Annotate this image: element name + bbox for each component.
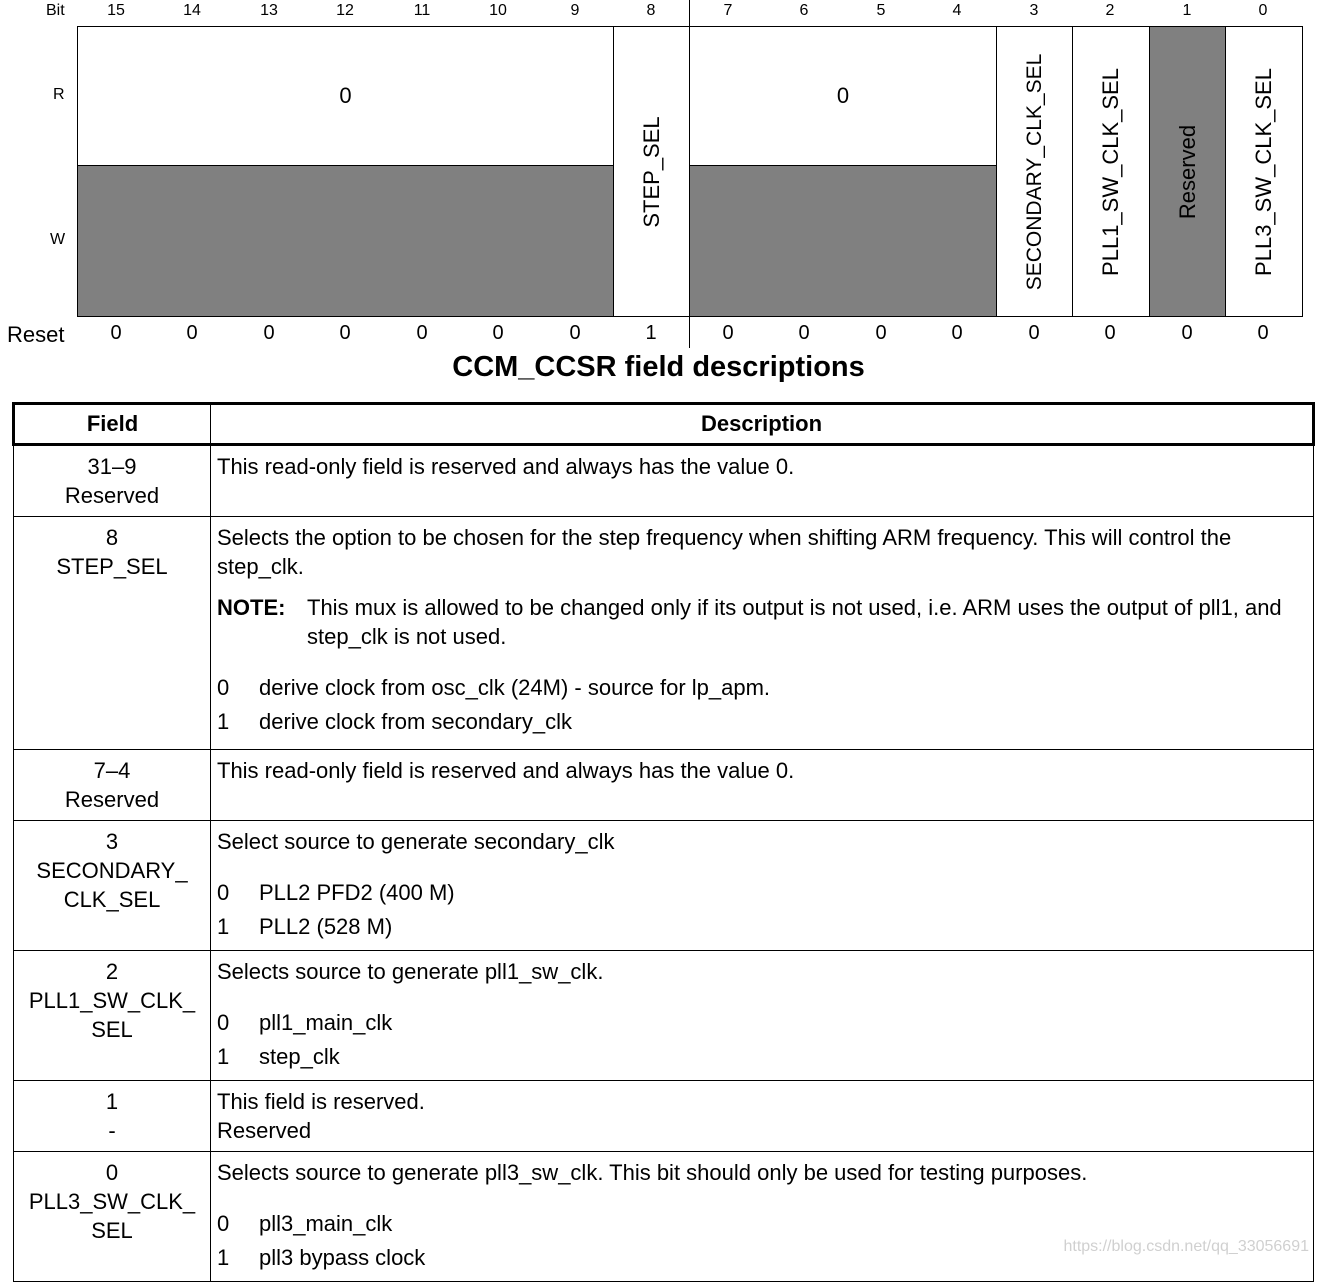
- field-pll3-sw-clk-sel: [1225, 26, 1303, 317]
- note-text: This mux is allowed to be changed only if its output is not used, i.e. ARM uses the output of pll1, and step_clk is not used.: [307, 595, 1282, 649]
- table-row: [14, 445, 1314, 517]
- value-row: [217, 910, 1307, 944]
- reset-value: 0: [1257, 322, 1269, 344]
- bit-number: 13: [260, 2, 278, 19]
- value-text: derive clock from osc_clk (24M) - source for lp_apm.: [259, 675, 771, 700]
- value-text: PLL2 (528 M): [259, 914, 393, 939]
- read-value: 0: [339, 83, 352, 108]
- field-cell: [14, 951, 211, 1081]
- description-text: Selects source to generate pll1_sw_clk.: [217, 959, 604, 984]
- value-key: 1: [217, 709, 230, 734]
- bit-number: 6: [799, 2, 809, 19]
- note: [217, 593, 1307, 651]
- value-row: [217, 1040, 1307, 1074]
- reset-value: 0: [722, 322, 734, 344]
- field-name-line: SEL: [91, 1218, 133, 1243]
- field-secondary-clk-sel: [996, 26, 1073, 317]
- value-row: [217, 1006, 1307, 1040]
- value-row: [217, 705, 1307, 739]
- field-bits: 0: [105, 1160, 119, 1185]
- watermark: https://blog.csdn.net/qq_33056691: [1063, 1238, 1309, 1255]
- note-label: NOTE:: [217, 595, 286, 620]
- reset-value: 0: [569, 322, 581, 344]
- bit-number: 15: [107, 2, 125, 19]
- table-row: [14, 1081, 1314, 1152]
- field-name: STEP_SEL: [56, 554, 168, 579]
- bit-number: 1: [1182, 2, 1192, 19]
- section-title: CCM_CCSR field descriptions: [452, 351, 865, 383]
- value-text: step_clk: [259, 1044, 340, 1069]
- value-text: derive clock from secondary_clk: [259, 709, 573, 734]
- field-label: STEP_SEL: [638, 115, 664, 228]
- value-key: 1: [217, 1044, 230, 1069]
- bit-number: 3: [1029, 2, 1039, 19]
- reset-value: 0: [492, 322, 504, 344]
- value-text: pll3_main_clk: [259, 1211, 393, 1236]
- description-cell: [211, 1081, 1314, 1152]
- field-name-line: CLK_SEL: [63, 887, 161, 912]
- value-list: [217, 671, 1307, 739]
- reset-value: 0: [110, 322, 122, 344]
- reserved-read-low: [689, 26, 997, 166]
- field-cell: [14, 517, 211, 750]
- table-header-row: [14, 404, 1314, 445]
- bit-number: 8: [646, 2, 656, 19]
- value-list: [217, 876, 1307, 944]
- description-text: Reserved: [217, 1118, 312, 1143]
- bit-number: 5: [876, 2, 886, 19]
- bit-row-label: Bit: [46, 2, 65, 19]
- reserved-write-low: [689, 165, 997, 317]
- table-row: [14, 750, 1314, 821]
- bit-number: 0: [1258, 2, 1268, 19]
- bit-number: 7: [723, 2, 733, 19]
- value-key: 0: [217, 1211, 230, 1236]
- reset-value: 0: [416, 322, 428, 344]
- field-cell: [14, 1152, 211, 1282]
- field-bits: 31–9: [87, 454, 137, 479]
- description-cell: [211, 750, 1314, 821]
- value-row: [217, 876, 1307, 910]
- bit-number: 10: [489, 2, 507, 19]
- field-bits: 3: [105, 829, 119, 854]
- table-row: [14, 821, 1314, 951]
- field-name-line: PLL1_SW_CLK_: [28, 988, 196, 1013]
- value-key: 0: [217, 1010, 230, 1035]
- table-row: [14, 1152, 1314, 1282]
- field-descriptions-table: [12, 402, 1315, 1282]
- value-key: 1: [217, 1245, 230, 1270]
- field-bits: 2: [105, 959, 119, 984]
- field-pll1-sw-clk-sel: [1072, 26, 1150, 317]
- reset-value: 0: [798, 322, 810, 344]
- column-header-description: Description: [211, 404, 1314, 445]
- description-text: Selects the option to be chosen for the step frequency when shifting ARM frequency. This will control the step_clk.: [217, 525, 1232, 579]
- reserved-write-high: [77, 165, 614, 317]
- field-bits: 8: [105, 525, 119, 550]
- bit-number: 11: [413, 2, 431, 19]
- field-label: PLL1_SW_CLK_SEL: [1098, 67, 1123, 276]
- read-row-label: R: [53, 86, 65, 103]
- description-cell: [211, 517, 1314, 750]
- table-row: [14, 951, 1314, 1081]
- value-list: [217, 1006, 1307, 1074]
- field-cell: [14, 821, 211, 951]
- reset-value: 0: [951, 322, 963, 344]
- table-row: [14, 517, 1314, 750]
- description-text: Select source to generate secondary_clk: [217, 829, 615, 854]
- value-key: 0: [217, 675, 230, 700]
- value-row: [217, 671, 1307, 705]
- bit-number: 14: [183, 2, 201, 19]
- reset-value: 0: [875, 322, 887, 344]
- value-text: pll3 bypass clock: [259, 1245, 426, 1270]
- reset-value: 0: [339, 322, 351, 344]
- field-bits: 1: [105, 1089, 119, 1114]
- reset-value: 0: [1104, 322, 1116, 344]
- field-label: SECONDARY_CLK_SEL: [1022, 53, 1046, 290]
- description-text: Selects source to generate pll3_sw_clk. This bit should only be used for testing purposes.: [217, 1160, 1088, 1185]
- reset-value: 1: [645, 322, 657, 344]
- description-text: This read-only field is reserved and always has the value 0.: [217, 454, 795, 479]
- description-cell: [211, 1152, 1314, 1282]
- value-row: [217, 1207, 1307, 1241]
- field-cell: [14, 750, 211, 821]
- field-name: Reserved: [64, 483, 160, 508]
- field-cell: [14, 445, 211, 517]
- description-text: This read-only field is reserved and always has the value 0.: [217, 758, 795, 783]
- bit-number: 2: [1105, 2, 1115, 19]
- description-cell: [211, 951, 1314, 1081]
- reset-value: 0: [1181, 322, 1193, 344]
- field-label: PLL3_SW_CLK_SEL: [1251, 67, 1276, 276]
- field-name: Reserved: [64, 787, 160, 812]
- field-cell: [14, 1081, 211, 1152]
- write-row-label: W: [50, 231, 66, 248]
- description-cell: [211, 821, 1314, 951]
- value-text: PLL2 PFD2 (400 M): [259, 880, 455, 905]
- reset-value: 0: [1028, 322, 1040, 344]
- reserved-read-high: [77, 26, 614, 166]
- bit-number: 9: [570, 2, 580, 19]
- reset-value: 0: [263, 322, 275, 344]
- field-name-line: PLL3_SW_CLK_: [28, 1189, 196, 1214]
- reset-value: 0: [186, 322, 198, 344]
- description-cell: [211, 445, 1314, 517]
- reset-row-label: Reset: [7, 322, 65, 347]
- field-name: -: [108, 1118, 116, 1143]
- field-bits: 7–4: [93, 758, 131, 783]
- read-value: 0: [836, 83, 850, 108]
- column-header-field: Field: [14, 404, 211, 445]
- value-key: 1: [217, 914, 230, 939]
- field-step-sel: [613, 26, 690, 317]
- bit-number: 12: [336, 2, 354, 19]
- field-name-line: SEL: [91, 1017, 133, 1042]
- bit-number: 4: [952, 2, 962, 19]
- field-name-line: SECONDARY_: [36, 858, 188, 883]
- description-text: This field is reserved.: [217, 1089, 425, 1114]
- field-label: Reserved: [1174, 124, 1200, 219]
- field-reserved-bit1: [1149, 26, 1226, 317]
- value-key: 0: [217, 880, 230, 905]
- value-text: pll1_main_clk: [259, 1010, 393, 1035]
